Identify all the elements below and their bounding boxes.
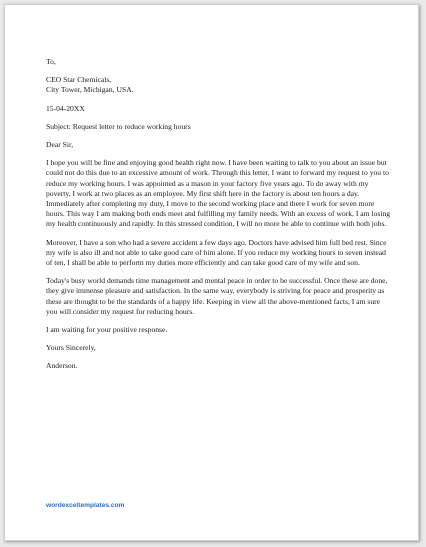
letter-page xyxy=(4,4,419,541)
letter-signature: Anderson. xyxy=(46,361,78,371)
footer-website-link[interactable]: wordexceltemplates.com xyxy=(46,502,125,509)
body-paragraph: Moreover, I have a son who had a severe accident a few days ago. Doctors have advised him full bed rest. Since my wife is also ill and not able to take good care of him alone. If you reduce my working hours to seven instead of ten, I shall be able to perform my duties more efficiently and can take good care of my wife and son. xyxy=(46,237,387,268)
letter-to: To, xyxy=(46,57,56,66)
letter-body xyxy=(46,57,391,380)
body-paragraph: I am waiting for your positive response. xyxy=(46,325,168,335)
letter-salutation: Dear Sir, xyxy=(46,140,74,150)
body-paragraph: I hope you will be fine and enjoying good health right now. I have been waiting to talk to you about an issue but could not do this due to an excessive amount of work. Through this letter, I want to forward my request to you to reduce my working hours. I was appointed as a mason in your factory five years ago. To do away with my poverty, I work at two places as an employee. My first shift here in the factory is about ten hours a day. Immediately after completing my duty, I move to the second working place and there I work for seven more hours. This way I am making both ends meet and fulfilling my family needs. With an excess of work, I am losing my health continuously and rapidly. In this stressed condition, I will no more be able to continue with both jobs. xyxy=(46,158,391,229)
body-paragraph: Today's busy world demands time management and mental peace in order to be successful. Once these are done, they give immense pleasure and satisfaction. In the same way, everybody is striving for peace and prosperity as these are thought to be the standards of a happy life. Keeping in view all the above-mentioned facts, I am sure you will consider my request for reducing hours. xyxy=(46,276,388,316)
letter-date: 15-04-20XX xyxy=(46,103,85,113)
letter-closing: Yours Sincerely, xyxy=(46,343,96,353)
recipient-line: CEO Star Chemicals, xyxy=(46,75,112,85)
letter-subject: Subject: Request letter to reduce working hours xyxy=(46,121,191,131)
recipient-line: City Tower, Michigan, USA. xyxy=(46,85,134,95)
recipient-address xyxy=(46,75,391,95)
